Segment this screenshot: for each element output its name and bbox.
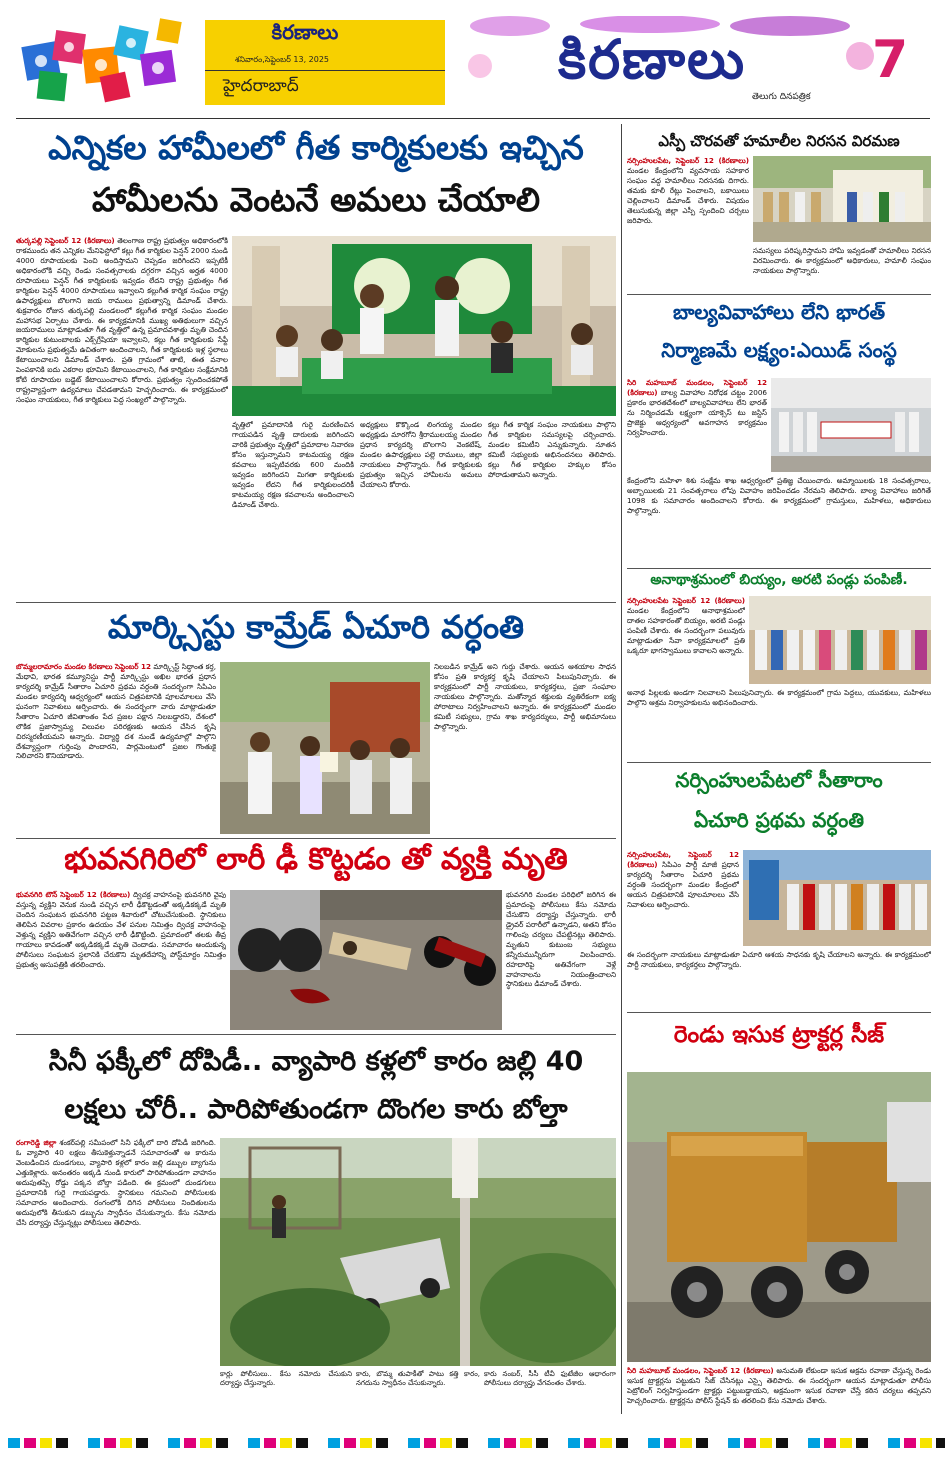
story6-body-left-text: బాల్య వివాహాల నిరోధక చట్టం 2006 ప్రకారం భారతదేశంలో బాల్యవివాహాలు లేని భారత్ ను నిర్మించడమే లక్ష్యంగా యాక్సెస్ టు జస్టిస్ ప్రాజెక్టు ఆధ్వర్యంలో అవగాహన కార్యక్రమం నిర్వహించారు.: [627, 387, 767, 437]
color-swatch: [264, 1438, 276, 1448]
color-swatch: [152, 1438, 164, 1448]
story8-photo-graphic: [743, 850, 931, 946]
story8-dateline: నర్సింహులపేట, సెప్టెంబర్ 12 (కిరణాలు): [627, 850, 739, 869]
story5-photo: [753, 156, 931, 242]
story6-body-full: కేంద్రంలోని మహిళా శిశు సంక్షేమ శాఖ ఆధ్వర్యంలో ప్రతిజ్ఞ చేయించారు. అమ్మాయిలకు 18 సంవత్సరాలు, అబ్బాయిలకు 21 సంవత్సరాలు లోపు వివాహం జరిపించడం నేరమని తెలిపారు. బాల్య వివాహాలు జరిగితే 1098 కు సమాచారం అందించాలని కోరారు. ఈ కార్యక్రమంలో గ్రామస్తులు, మహిళలు, అధికారులు పాల్గొన్నారు.: [627, 476, 931, 515]
color-swatch: [184, 1438, 196, 1448]
story2-headline: మార్క్సిస్టు కామ్రేడ్ ఏచూరి వర్ధంతి: [107, 608, 525, 646]
story3-photo: [230, 890, 502, 1030]
color-swatch: [888, 1438, 900, 1448]
color-swatch: [56, 1438, 68, 1448]
story2-body-right: నిలబడిన కామ్రేడ్ అని గుర్తు చేశారు. ఆయన ఆశయాల సాధన కోసం ప్రతి కార్యకర్త కృషి చేయాలని పిలుపునిచ్చారు. ఈ కార్యక్రమంలో పార్టీ నాయకులు, కార్యకర్తలు, ప్రజా సంఘాల నాయకులు పాల్గొన్నారు. మతోన్మాద శక్తులకు వ్యతిరేకంగా ఐక్య పోరాటాలు నిర్వహించాలని అన్నారు. ఈ కార్యక్రమంలో మండల కమిటీ సభ్యులు, గ్రామ శాఖ కార్యదర్శులు, పార్టీ అభిమానులు పాల్గొన్నారు.: [434, 662, 616, 731]
story6-photo-graphic: [771, 378, 931, 472]
color-swatch: [88, 1438, 100, 1448]
story3-dateline: భువనగిరి టౌన్ సెప్టెంబర్ 12 (కిరణాలు): [16, 890, 131, 899]
color-swatch: [344, 1438, 356, 1448]
color-swatch: [712, 1438, 724, 1448]
color-swatch: [728, 1438, 740, 1448]
story5-dateline: నర్సింహులపేట, సెప్టెంబర్ 12 (కిరణాలు): [627, 156, 749, 165]
color-swatch: [840, 1438, 852, 1448]
story9-dateline: సిరి మహబూబ్ మండలం, సెప్టెంబర్ 12 (కిరణాలు): [627, 1366, 774, 1375]
story7-headline: అనాథాశ్రమంలో బియ్యం, అరటి పండ్లు పంపిణీ.: [650, 572, 908, 588]
masthead-small-title-bar: [205, 20, 445, 46]
story4-body-text: శంకర్‌పల్లి సమీపంలో సినీ ఫక్కీలో దారి దోపిడీ జరిగింది. ఓ వ్యాపారి 40 లక్షలు తీసుకెళ్తున్నాడనే సమాచారంతో ఆ కారును వెంబడించిన దుండగులు, వ్యాపారి కళ్లలో కారం జల్లి డబ్బుల బ్యాగును ఎత్తుకెళ్లారు. అనంతరం అక్కడి నుండి కారులో పారిపోతుండగా వాహనం అదుపుతప్పి రోడ్డు పక్కన బోల్తా పడింది. ఈ క్రమంలో దుండగులు ప్రమాదానికి గురై గాయపడ్డారు. స్థానికులు గమనించి పోలీసులకు సమాచారం అందించారు. రంగంలోకి దిగిన పోలీసులు నిందితులను అదుపులోకి తీసుకుని డబ్బును స్వాధీనం చేసుకున్నారు. కేసు నమోదు చేసి దర్యాప్తు చేస్తున్నట్లు పోలీసులు తెలిపారు.: [16, 1138, 216, 1227]
story2-photo: [220, 662, 430, 834]
story3-photo-graphic: [230, 890, 502, 1030]
color-swatch: [200, 1438, 212, 1448]
story9-headline: రెండు ఇసుక ట్రాక్టర్ల సీజ్: [673, 1022, 885, 1048]
story1-body-bottom-2: అధ్యక్షులు కొక్కొండ లింగయ్య మండల అధ్యక్షుడు మారగోని శ్రీరాములయ్య మండల ప్రధాన కార్యదర్శి బొలగాని వెంకటేష్, మండల ఉపాధ్యక్షులు పల్లె రాములు, జిల్లా నాయకులు పాల్గొన్నారు. గీత కార్మికులకు ప్రభుత్వం ఇచ్చిన హామీలను అమలు చేయాలని కోరారు.: [360, 420, 482, 489]
story4-photo: [220, 1138, 616, 1366]
masthead-page-number: 7: [872, 30, 909, 90]
masthead-small-title: కిరణాలు: [271, 20, 339, 44]
story4-body: [16, 1138, 216, 1410]
story5-body-full: సమస్యలు పరిష్కరిస్తామని హామీ ఇవ్వడంతో హమాలీలు నిరసన విరమించారు. ఈ కార్యక్రమంలో అధికారులు, హమాలీ సంఘం నాయకులు పాల్గొన్నారు.: [753, 246, 931, 275]
story4-caption-3: కారు నంబర్, సీసీ టీవీ ఫుటేజీల ఆధారంగా పోలీసులు దర్యాప్తు వేగవంతం చేశారు.: [484, 1370, 616, 1388]
color-swatch: [536, 1438, 548, 1448]
social-cubes-illustration: [18, 14, 188, 104]
story1-body-bottom-1: వృత్తిలో ప్రమాదానికి గురై మరణించిన గాయపడిన వృత్తి దారులకు జరిగిందని వారికి ప్రభుత్వం వృత్తిలో ప్రమాదాల నివారణ కోసం ఇస్తున్నామని కాటమయ్య రక్షణ కవచాలు ఇప్పటివరకు 600 మందికి ఇవ్వడం జరిగిందని మిగతా కార్మికులకు ఇవ్వడం లేదని గీత కార్మికులందరికీ కాటమయ్య రక్షణ కవచాలను అందించాలని డిమాండ్ చేశారు.: [232, 420, 354, 509]
color-swatch: [792, 1438, 804, 1448]
masthead-city: హైదరాబాద్: [223, 76, 299, 96]
color-swatch: [936, 1438, 945, 1448]
story7-dateline: నర్సింహులపేట సెప్టెంబర్ 12 (కిరణాలు): [627, 596, 745, 605]
color-swatch: [440, 1438, 452, 1448]
color-swatch: [856, 1438, 868, 1448]
story7-photo: [749, 596, 931, 684]
story4-headline-line2: లక్షలు చోరీ.. పారిపోతుండగా దొంగల కారు బోల్తా: [64, 1094, 568, 1125]
color-swatch: [376, 1438, 388, 1448]
color-swatch: [696, 1438, 708, 1448]
color-swatch: [168, 1438, 180, 1448]
color-swatch: [488, 1438, 500, 1448]
story6-headline-line1: బాల్యవివాహాలు లేని భారత్: [672, 300, 886, 324]
story8-body-left: [627, 850, 739, 946]
color-swatch: [760, 1438, 772, 1448]
color-swatch: [120, 1438, 132, 1448]
color-swatch: [456, 1438, 468, 1448]
masthead-small-box: [205, 20, 445, 105]
story8-body-full: ఈ సందర్భంగా నాయకులు మాట్లాడుతూ ఏచూరి ఆశయ సాధనకు కృషి చేయాలని అన్నారు. ఈ కార్యక్రమంలో పార్టీ నాయకులు, కార్యకర్తలు పాల్గొన్నారు.: [627, 950, 931, 969]
story1-body-bottom-3: కల్లు గీత కార్మిక సంఘం నాయకులు పాల్గొని గీత కార్మికుల సమస్యలపై చర్చించారు. మండల కమిటీని ఎన్నుకున్నారు. నూతన కమిటీ సభ్యులకు అభినందనలు తెలిపారు. కల్లు గీత కార్మికుల హక్కుల కోసం పోరాడుతామని అన్నారు.: [488, 420, 616, 479]
story7-photo-graphic: [749, 596, 931, 684]
masthead-tagline: తెలుగు దినపత్రిక: [752, 92, 811, 102]
story7-body-left-text: మండల కేంద్రంలోని అనాథాశ్రమంలో దాతల సహకారంతో బియ్యం, అరటి పండ్లు పంపిణీ చేశారు. ఈ సందర్భంగా పలువురు మాట్లాడుతూ సేవా కార్యక్రమాలలో ప్రతి ఒక్కరూ భాగస్వాములు కావాలని అన్నారు.: [627, 605, 745, 655]
story8-headline-line2: ఏచూరి ప్రథమ వర్ధంతి: [694, 808, 864, 832]
color-swatch: [248, 1438, 260, 1448]
color-swatch: [920, 1438, 932, 1448]
story7-body-left: [627, 596, 745, 684]
story5-headline: ఎస్పీ చొరవతో హమాలీల నిరసన విరమణ: [658, 132, 900, 150]
story3-body-right: భువనగిరి మండల పరిధిలో జరిగిన ఈ ప్రమాదంపై పోలీసులు కేసు నమోదు చేసుకొని దర్యాప్తు చేస్తున్నారు. లారీ డ్రైవర్ పరారీలో ఉన్నాడని, అతని కోసం గాలింపు చర్యలు చేపట్టినట్లు తెలిపారు. మృతుని కుటుంబ సభ్యులు కన్నీరుమున్నీరుగా విలపించారు. రహదారిపై అతివేగంగా వెళ్లే వాహనాలను నియంత్రించాలని స్థానికులు డిమాండ్ చేశారు.: [506, 890, 616, 989]
story2-body-left: [16, 662, 216, 834]
masthead: [0, 0, 945, 110]
masthead-big-title: కిరణాలు: [557, 28, 747, 91]
story6-body-left: [627, 378, 767, 472]
story8-headline-line1: నర్సింహులపేటలో సీతారాం: [675, 768, 883, 792]
color-swatch: [632, 1438, 644, 1448]
color-swatch: [296, 1438, 308, 1448]
story9-body-text: అనుమతి లేకుండా ఇసుక అక్రమ రవాణా చేస్తున్న రెండు ఇసుక ట్రాక్టర్లను పట్టుకుని సీజ్ చేసినట్లు ఎస్సై తెలిపారు. ఈ సందర్భంగా ఆయన మాట్లాడుతూ పోలీసు పెట్రోలింగ్ నిర్వహిస్తుండగా ట్రాక్టర్లు పట్టుబడ్డాయని, అక్రమంగా ఇసుక రవాణా చేస్తే కఠిన చర్యలు తప్పవని హెచ్చరించారు. ట్రాక్టర్లను పోలీస్ స్టేషన్ కు తరలించి కేసు నమోదు చేశారు.: [627, 1366, 931, 1405]
color-swatch: [680, 1438, 692, 1448]
story7-body-full: అనాథ పిల్లలకు అండగా నిలవాలని పిలుపునిచ్చారు. ఈ కార్యక్రమంలో గ్రామ పెద్దలు, యువకులు, మహిళలు పాల్గొని ఆశ్రమ నిర్వాహకులను అభినందించారు.: [627, 688, 931, 707]
story3-body-left-text: ద్విచక్ర వాహనంపై భువనగిరి వైపు వస్తున్న వ్యక్తిని వెనుక నుండి వచ్చిన లారీ ఢీకొట్టడంతో అక్కడికక్కడే మృతి చెందిన సంఘటన భువనగిరి పట్టణ శివారులో చోటుచేసుకుంది. స్థానికులు తెలిపిన వివరాల ప్రకారం ఉదయం వేళ పనుల నిమిత్తం ద్విచక్ర వాహనంపై వెళ్తున్న వ్యక్తిని అతివేగంగా వచ్చిన లారీ ఢీకొట్టింది. ప్రమాదంలో తలకు తీవ్ర గాయాలు కావడంతో అక్కడికక్కడే మృతి చెందాడు. సమాచారం అందుకున్న పోలీసులు సంఘటన స్థలానికి చేరుకొని మృతదేహాన్ని పోస్ట్‌మార్టం నిమిత్తం ప్రభుత్వ ఆసుపత్రికి తరలించారు.: [16, 890, 226, 969]
story6-headline-line2: నిర్మాణమే లక్ష్యం:ఎయిడ్ సంస్థ: [661, 338, 897, 362]
story8-body-left-text: సిపిఎం పార్టీ మాజీ ప్రధాన కార్యదర్శి సీతారాం ఏచూరి ప్రథమ వర్ధంతి సందర్భంగా మండల కేంద్రంలో ఆయన చిత్రపటానికి పూలమాలలు వేసి నివాళులు అర్పించారు.: [627, 859, 739, 909]
story1-photo-graphic: [232, 236, 616, 416]
color-swatch: [360, 1438, 372, 1448]
story9-photo: [627, 1072, 931, 1362]
story5-photo-graphic: [753, 156, 931, 242]
story1-body-left-text: తెలంగాణ రాష్ట్ర ప్రభుత్వం అధికారంలోకి రాకముందు తన ఎన్నికల మేనిఫెస్టోలో కల్లు గీత కార్మికుల పెన్షన్ 2000 నుండి 4000 రూపాయలకు పెంచి అందిస్తామని చెప్పడం జరిగిందని ఇప్పటికీ అధికారంలోకి వచ్చి రెండు సంవత్సరాలకు దగ్గరగా వచ్చిన అర్హత 4000 రూపాయలు పెన్షన్ గీత కార్మికులకు ఇవ్వడం లేదని రాష్ట్ర ప్రభుత్వం గీత కార్మికుల పెన్షన్ 4000 రూపాయలు ఇవ్వాలని కల్లుగీత కార్మిక సంఘం రాష్ట్ర ఉపాధ్యక్షులు బొలగాని జయ రాములు ప్రభుత్వాన్ని డిమాండ్ చేశారు. శుక్రవారం రోజున తుర్కపల్లి మండలంలో కల్లుగీత కార్మిక సంఘం మండల మహాసభ ఏర్పాటు చేశారు. ఈ కార్యక్రమానికి ముఖ్య అతిథులుగా వచ్చిన జయరాములు మాట్లాడుతూ గీత వృత్తిలో ఉన్న ప్రమాదవశాత్తు మృతి చెందిన కార్మికుల కుటుంబాలకు ఎక్స్‌గ్రేషియా ఇవ్వాలని, కల్లు గీత కార్మికులకు సేఫ్టీ మోకులను ప్రభుత్వమే ఉచితంగా అందించాలని, గీత కార్మికులకు ఇళ్ల స్థలాలు కేటాయించాలని డిమాండ్ చేశారు. ప్రతి గ్రామంలో తాటి, ఈత వనాల పెంపకానికి ఐదు ఎకరాల భూమిని కేటాయించాలని, గీత కార్మికుల సంక్షేమానికి కోటి రూపాయల బడ్జెట్ కేటాయించాలని కోరారు. ప్రభుత్వం స్పందించకపోతే రాష్ట్రవ్యాప్తంగా ఉద్యమాలు చేపడతామని హెచ్చరించారు. ఈ కార్యక్రమంలో సంఘం నాయకులు, గీత కార్మికులు పెద్ద సంఖ్యలో పాల్గొన్నారు.: [16, 236, 228, 404]
color-swatch: [904, 1438, 916, 1448]
story5-body-left-text: మండల కేంద్రంలోని వ్యవసాయ సహకార సంఘం వద్ద హమాలీలు నిరసనకు దిగారు. తమకు కూలీ రేట్లు పెంచాలని, బకాయిలు చెల్లించాలని డిమాండ్ చేశారు. విషయం తెలుసుకున్న జిల్లా ఎస్పీ స్పందించి చర్చలు జరిపారు.: [627, 165, 749, 225]
color-swatch: [392, 1438, 404, 1448]
color-swatch: [328, 1438, 340, 1448]
masthead-date: శనివారం,సెప్టెంబర్ 13, 2025: [235, 55, 330, 64]
color-swatch: [408, 1438, 420, 1448]
story8-photo: [743, 850, 931, 946]
story4-photo-graphic: [220, 1138, 616, 1366]
color-swatch: [648, 1438, 660, 1448]
color-swatch: [520, 1438, 532, 1448]
story1-dateline: తుర్కపల్లి సెప్టెంబర్ 12 (కిరణాలు): [16, 236, 115, 245]
color-swatch: [40, 1438, 52, 1448]
color-swatch: [136, 1438, 148, 1448]
story5-body-left: [627, 156, 749, 288]
color-swatch: [424, 1438, 436, 1448]
color-swatch: [8, 1438, 20, 1448]
color-swatch: [104, 1438, 116, 1448]
color-swatch: [72, 1438, 84, 1448]
color-swatch: [872, 1438, 884, 1448]
color-swatch: [824, 1438, 836, 1448]
color-swatch: [504, 1438, 516, 1448]
story4-caption-2: కారు, బొమ్మ తుపాకీతో పాటు కత్తి కారం, నగదును స్వాధీనం చేసుకున్నారు.: [356, 1370, 480, 1388]
color-swatch: [24, 1438, 36, 1448]
story6-photo: [771, 378, 931, 472]
color-swatch: [312, 1438, 324, 1448]
color-swatch: [600, 1438, 612, 1448]
color-swatch: [232, 1438, 244, 1448]
story1-photo: [232, 236, 616, 416]
color-swatch: [616, 1438, 628, 1448]
story1-headline-line1: ఎన్నికల హామీలలో గీత కార్మికులకు ఇచ్చిన: [48, 128, 584, 167]
color-swatch: [808, 1438, 820, 1448]
story6-dateline: సిరి మహబూబ్ మండలం, సెప్టెంబర్ 12 (కిరణాలు): [627, 378, 767, 397]
color-swatch: [280, 1438, 292, 1448]
print-color-bar: [0, 1436, 945, 1450]
story2-dateline: బొమ్మలరామారం మండల కిరణాలు సెప్టెంబర్ 12: [16, 662, 152, 671]
story9-photo-graphic: [627, 1072, 931, 1362]
story1-body-left: [16, 236, 228, 598]
color-swatch: [216, 1438, 228, 1448]
story4-caption-1: కార్లు పోలీసులు.. కేసు నమోదు చేసుకుని దర్యాప్తు చేస్తున్నారు.: [220, 1370, 352, 1388]
story3-body-left: [16, 890, 226, 1030]
color-swatch: [584, 1438, 596, 1448]
story4-headline-line1: సినీ ఫక్కీలో దోపిడీ.. వ్యాపారి కళ్లలో కారం జల్లి 40: [48, 1046, 584, 1077]
story2-body-left-text: మార్క్సిస్ట్ సిద్ధాంత కర్త, మేధావి, భారత కమ్యూనిస్టు పార్టీ మార్క్సిస్టు అఖిల భారత ప్రధాన కార్యదర్శి కామ్రేడ్ సీతారాం ఏచూరి ప్రథమ వర్ధంతి సందర్భంగా సిపిఎం మండల కార్యదర్శి ఆధ్వర్యంలో ఆయన చిత్రపటానికి పూలమాలలు వేసి ఘనంగా నివాళులు అర్పించారు. ఈ సందర్భంగా వారు మాట్లాడుతూ సీతారాం ఏచూరి జీవితాంతం పేద ప్రజల పక్షాన నిలబడ్డారని, దేశంలో లౌకిక ప్రజాస్వామ్య విలువల పరిరక్షణకు ఆయన చేసిన కృషి చిరస్మరణీయమని అన్నారు. విద్యార్థి దశ నుండే ఉద్యమాల్లో పాల్గొని దేశవ్యాప్తంగా గుర్తింపు పొందారని, పార్లమెంటులో ప్రజల గొంతుకై నిలిచారని కొనియాడారు.: [16, 662, 216, 761]
color-swatch: [472, 1438, 484, 1448]
story2-photo-graphic: [220, 662, 430, 834]
color-swatch: [776, 1438, 788, 1448]
story1-headline-line2: హామీలను వెంటనే అమలు చేయాలి: [91, 180, 541, 219]
color-swatch: [568, 1438, 580, 1448]
story9-body: [627, 1366, 931, 1424]
story4-dateline: రంగారెడ్డి జిల్లా: [16, 1138, 57, 1147]
color-swatch: [664, 1438, 676, 1448]
story3-headline: భువనగిరిలో లారీ ఢీ కొట్టడం తో వ్యక్తి మృతి: [64, 842, 568, 877]
color-swatch: [744, 1438, 756, 1448]
color-swatch: [552, 1438, 564, 1448]
